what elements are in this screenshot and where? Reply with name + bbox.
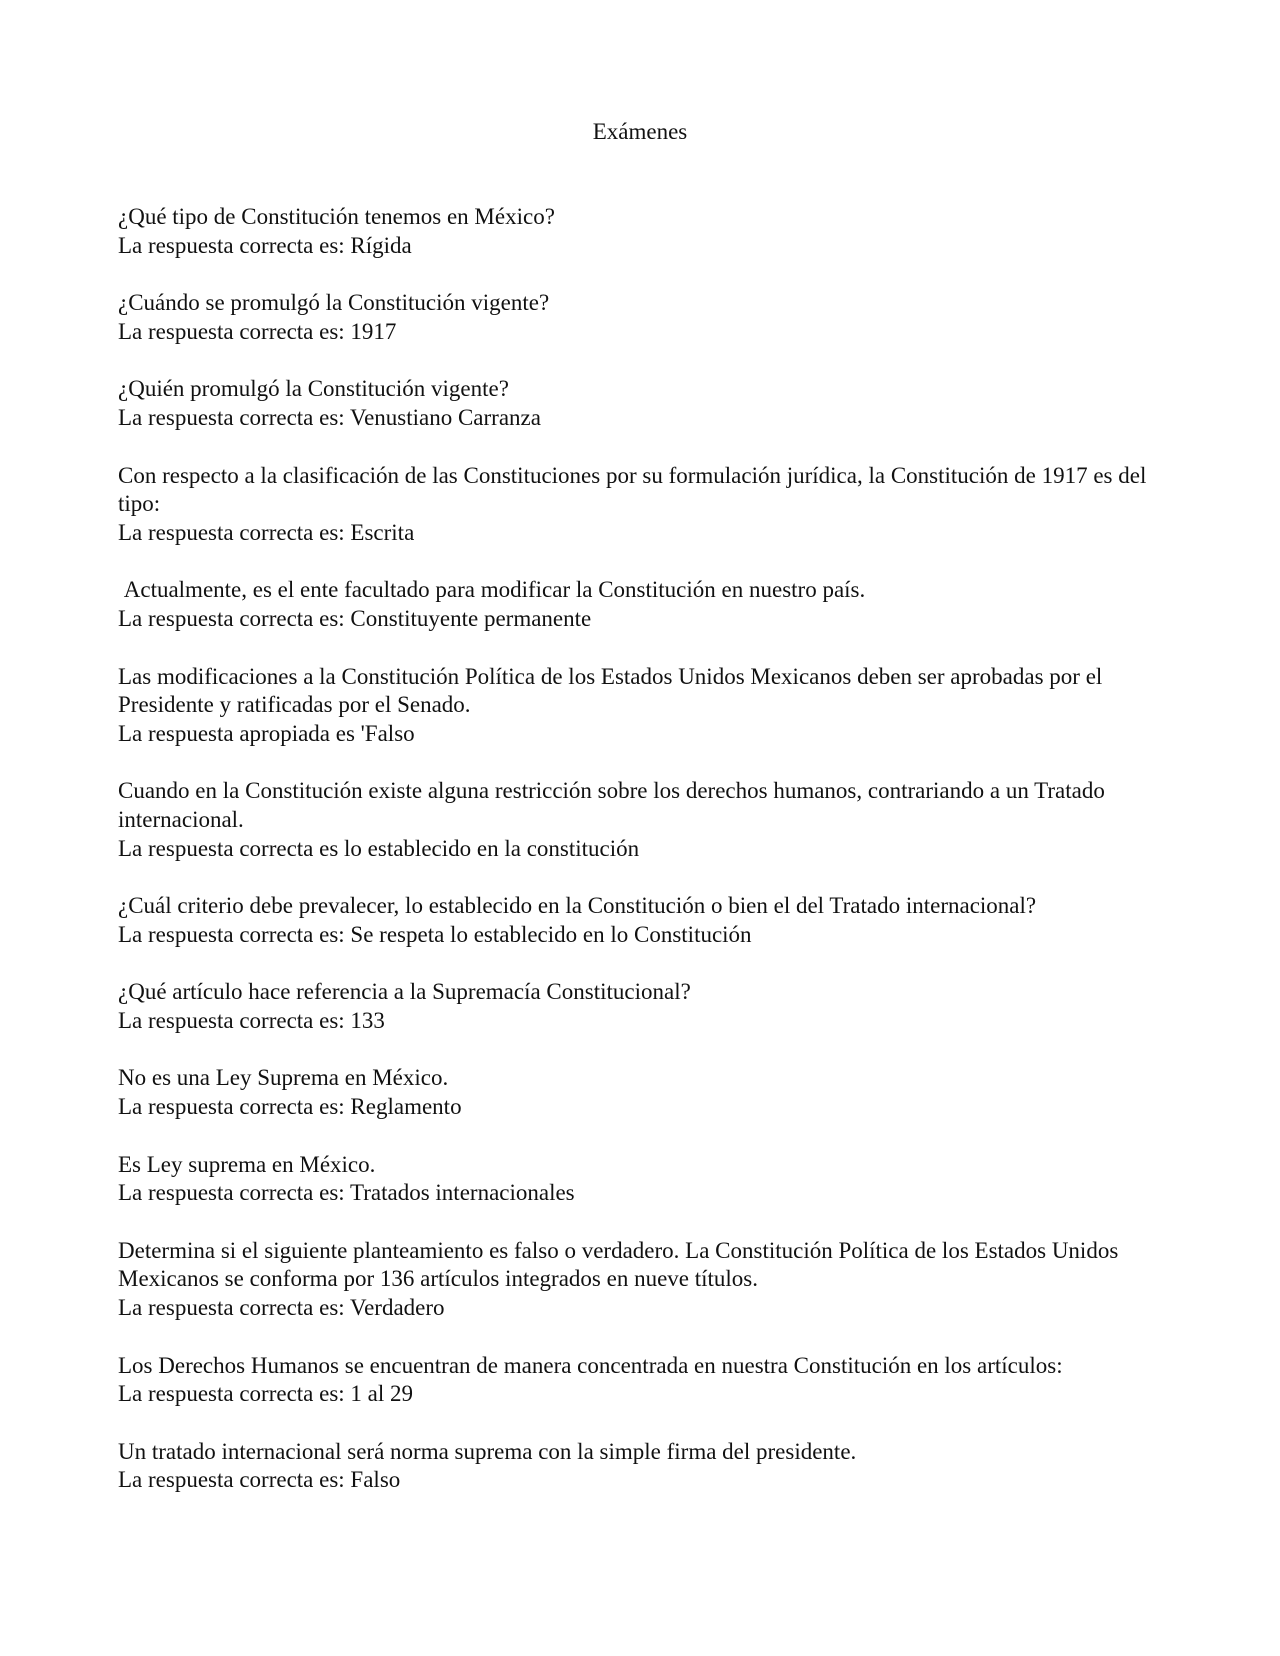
answer-text: La respuesta correcta es: Venustiano Carranza: [118, 404, 541, 430]
answer-text: La respuesta correcta es lo establecido en la constitución: [118, 835, 640, 861]
question-text: No es una Ley Suprema en México.: [118, 1065, 449, 1091]
qa-item-4: [118, 462, 1178, 548]
answer-text: La respuesta correcta es: Escrita: [118, 519, 415, 545]
qa-item-1: [118, 203, 1178, 260]
answer-text: La respuesta correcta es: Se respeta lo establecido en lo Constitución: [118, 921, 752, 947]
qa-item-7: [118, 777, 1178, 863]
qa-item-5: [118, 576, 1178, 633]
question-text: ¿Qué artículo hace referencia a la Supremacía Constitucional?: [118, 979, 691, 1005]
qa-item-10: [118, 1064, 1178, 1121]
qa-item-12: [118, 1237, 1178, 1323]
answer-text: La respuesta correcta es: Rígida: [118, 232, 412, 258]
answer-text: La respuesta apropiada es 'Falso: [118, 720, 415, 746]
qa-item-3: [118, 375, 1178, 432]
question-text: Un tratado internacional será norma suprema con la simple firma del presidente.: [118, 1438, 857, 1464]
question-text: Determina si el siguiente planteamiento es falso o verdadero. La Constitución Política de los Estados Unidos Mexicanos se conforma por 136 artículos integrados en nueve títulos.: [118, 1237, 1125, 1292]
answer-text: La respuesta correcta es: Constituyente permanente: [118, 605, 592, 631]
answer-text: La respuesta correcta es: Verdadero: [118, 1295, 445, 1321]
answer-text: La respuesta correcta es: 133: [118, 1007, 385, 1033]
answer-text: La respuesta correcta es: Reglamento: [118, 1094, 462, 1120]
qa-item-6: [118, 663, 1178, 749]
answer-text: La respuesta correcta es: Falso: [118, 1467, 401, 1493]
qa-item-2: [118, 289, 1178, 346]
question-text: Actualmente, es el ente facultado para modificar la Constitución en nuestro país.: [118, 577, 866, 603]
answer-text: La respuesta correcta es: Tratados internacionales: [118, 1180, 575, 1206]
question-text: ¿Cuál criterio debe prevalecer, lo establecido en la Constitución o bien el del Tratado internacional?: [118, 893, 1037, 919]
question-text: Cuando en la Constitución existe alguna restricción sobre los derechos humanos, contrariando a un Tratado internacional.: [118, 778, 1111, 832]
qa-item-14: [118, 1438, 1178, 1495]
question-text: ¿Quién promulgó la Constitución vigente?: [118, 376, 509, 402]
question-text: Con respecto a la clasificación de las Constituciones por su formulación jurídica, la Constitución de 1917 es del tipo:: [118, 462, 1153, 517]
question-text: Los Derechos Humanos se encuentran de manera concentrada en nuestra Constitución en los artículos:: [118, 1352, 1063, 1378]
question-text: Las modificaciones a la Constitución Política de los Estados Unidos Mexicanos deben ser aprobadas por el Presidente y ratificadas por el Senado.: [118, 663, 1109, 718]
qa-item-11: [118, 1151, 1178, 1208]
qa-item-8: [118, 892, 1178, 949]
qa-list: [118, 203, 1178, 1524]
answer-text: La respuesta correcta es: 1 al 29: [118, 1381, 414, 1407]
qa-item-13: [118, 1352, 1178, 1409]
question-text: ¿Qué tipo de Constitución tenemos en México?: [118, 204, 555, 229]
qa-item-9: [118, 978, 1178, 1035]
question-text: Es Ley suprema en México.: [118, 1151, 376, 1177]
answer-text: La respuesta correcta es: 1917: [118, 318, 397, 344]
question-text: ¿Cuándo se promulgó la Constitución vigente?: [118, 290, 550, 316]
document-title: Exámenes: [592, 119, 688, 144]
